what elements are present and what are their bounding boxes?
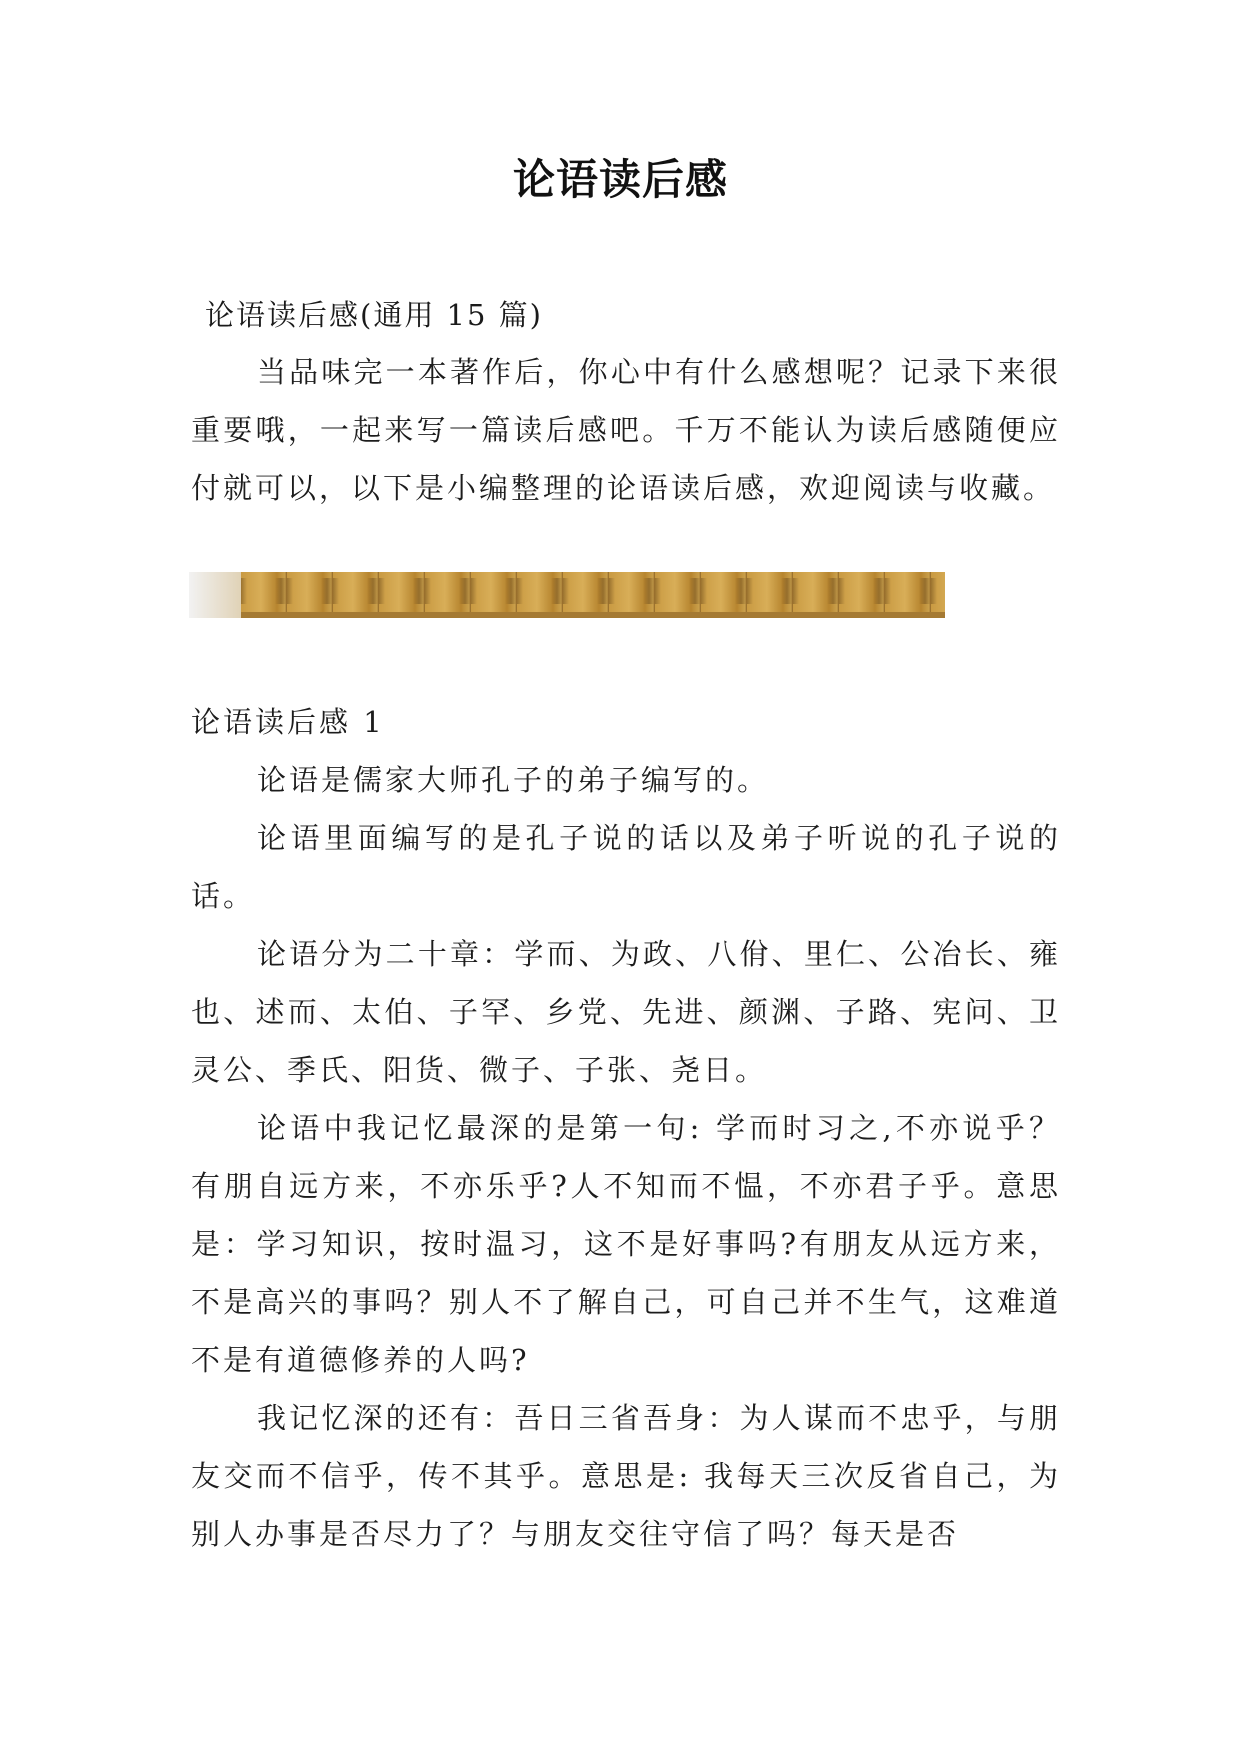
intro-block [191,343,1061,517]
section-block [191,693,1061,1563]
paragraph-5: 我记忆深的还有：吾日三省吾身：为人谋而不忠乎，与朋友交而不信乎，传不其乎。意思是: 我每天三次反省自己，为别人办事是否尽力了？与朋友交往守信了吗？每天是否 [191,1401,1061,1551]
image-edge [189,572,241,618]
paragraph-3: 论语分为二十章：学而、为政、八佾、里仁、公冶长、雍也、述而、太伯、子罕、乡党、先进、颜渊、子路、宪问、卫灵公、季氏、阳货、微子、子张、尧日。 [191,937,1061,1087]
document-subtitle: 论语读后感(通用 15 篇) [205,298,543,332]
bamboo-strip [241,572,945,618]
section-heading: 论语读后感 1 [191,705,385,739]
intro-paragraph: 当品味完一本著作后，你心中有什么感想呢？记录下来很重要哦，一起来写一篇读后感吧。千万不能认为读后感随便应付就可以，以下是小编整理的论语读后感，欢迎阅读与收藏。 [191,355,1061,505]
document-title: 论语读后感 [512,155,728,204]
paragraph-2: 论语里面编写的是孔子说的话以及弟子听说的孔子说的话。 [191,821,1061,913]
paragraph-4: 论语中我记忆最深的是第一句: 学而时习之,不亦说乎？有朋自远方来，不亦乐乎?人不知而不愠，不亦君子乎。意思是：学习知识，按时温习，这不是好事吗?有朋友从远方来，不是高兴的事吗？别人不了解自己，可自己并不生气，这难道不是有道德修养的人吗? [191,1111,1061,1377]
bamboo-slips-image [189,572,945,618]
paragraph-1: 论语是儒家大师孔子的弟子编写的。 [257,763,770,797]
